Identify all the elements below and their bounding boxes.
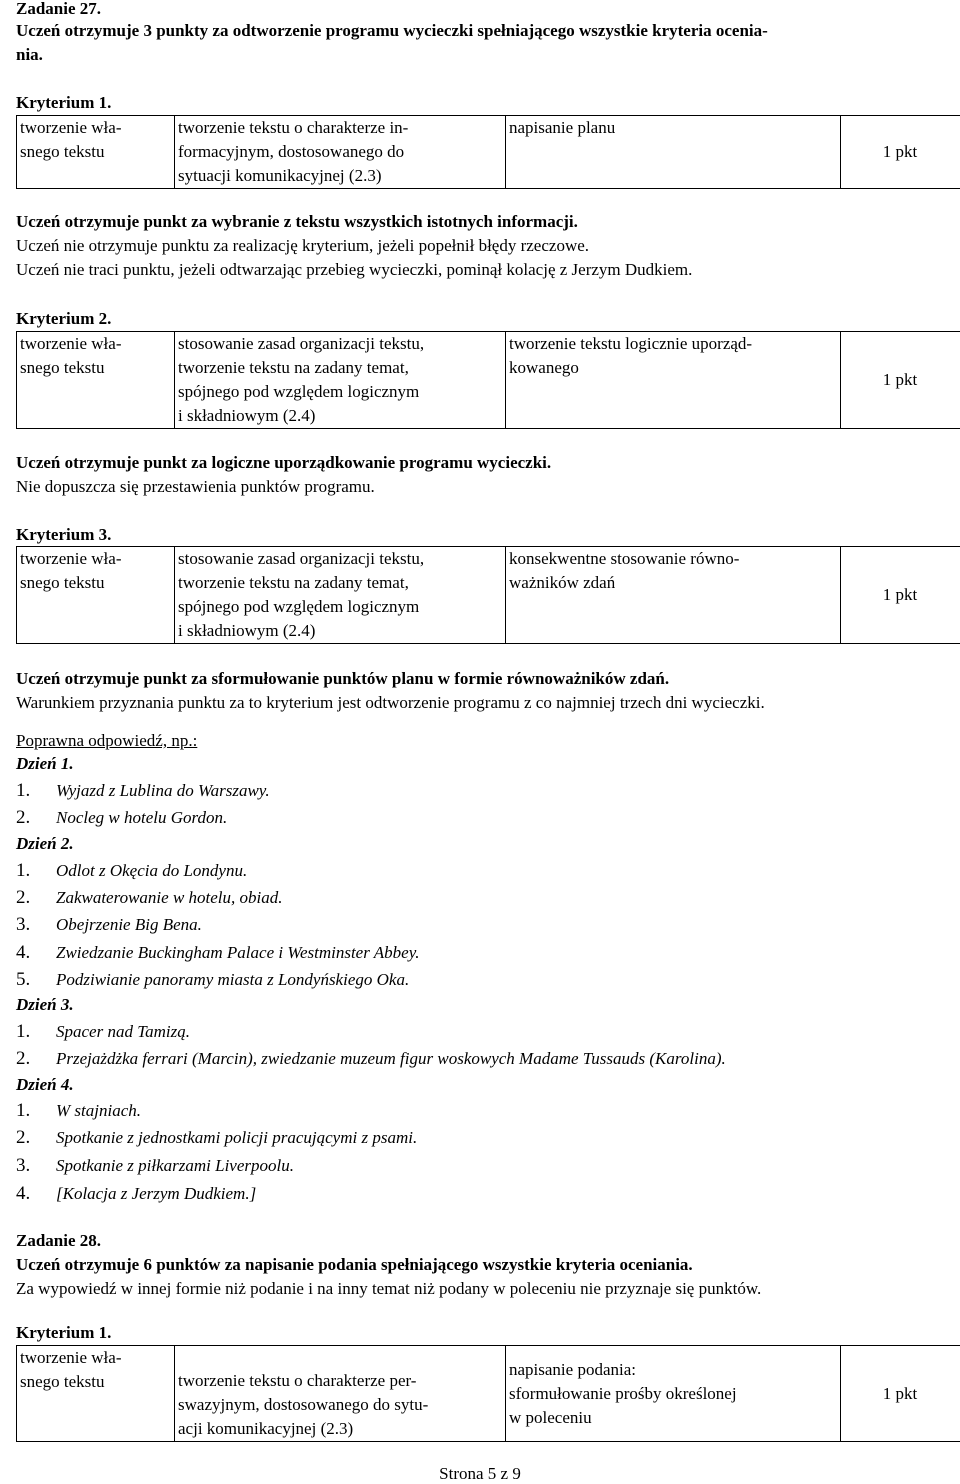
criterion-3-note-2: Warunkiem przyznania punktu za to kryterium jest odtworzenie programu z co najmniej trzech dni wycieczki. — [16, 693, 765, 712]
criterion-area-cell: tworzenie wła- snego tekstu — [17, 547, 175, 644]
task-28-intro-2: Za wypowiedź w innej formie niż podanie i na inny temat niż podany w poleceniu nie przyznaje się punktów. — [16, 1279, 762, 1298]
criterion-2-note-1: Uczeń otrzymuje punkt za logiczne uporządkowanie programu wycieczki. — [16, 453, 552, 472]
criterion-2-note-2: Nie dopuszcza się przestawienia punktów programu. — [16, 477, 375, 496]
list-item: 5. Podziwianie panoramy miasta z Londyńskiego Oka. — [16, 969, 410, 990]
task-28-criterion-1-label: Kryterium 1. — [16, 1323, 112, 1342]
task-27-criterion-2-table — [16, 331, 960, 429]
task-27-criterion-1-label: Kryterium 1. — [16, 93, 112, 112]
task-27-intro-line1: Uczeń otrzymuje 3 punkty za odtworzenie programu wycieczki spełniającego wszystkie kryteria ocenia- — [16, 21, 768, 40]
day-1-title: Dzień 1. — [16, 754, 74, 773]
criterion-1-note-2: Uczeń nie otrzymuje punktu za realizację kryterium, jeżeli popełnił błędy rzeczowe. — [16, 236, 590, 255]
criterion-1-note-3: Uczeń nie traci punktu, jeżeli odtwarzając przebieg wycieczki, pominął kolację z Jerzym Dudkiem. — [16, 260, 693, 279]
list-item: 3. Obejrzenie Big Bena. — [16, 914, 202, 935]
criterion-points-cell: 1 pkt — [841, 116, 960, 189]
page-footer: Strona 5 z 9 — [439, 1464, 521, 1483]
task-27-criterion-1-table — [16, 115, 960, 189]
list-item: 1. Wyjazd z Lublina do Warszawy. — [16, 780, 270, 801]
criterion-area-cell: tworzenie wła- snego tekstu — [17, 1346, 175, 1442]
criterion-description-cell: napisanie podania: sformułowanie prośby określonej w poleceniu — [506, 1346, 841, 1442]
answer-label: Poprawna odpowiedź, np.: — [16, 731, 198, 750]
criterion-points-cell: 1 pkt — [841, 547, 960, 644]
criterion-requirement-cell: stosowanie zasad organizacji tekstu, tworzenie tekstu na zadany temat, spójnego pod względem logicznym i składniowym (2.4) — [175, 547, 506, 644]
task-27-criterion-3-table — [16, 546, 960, 644]
list-item: 4. [Kolacja z Jerzym Dudkiem.] — [16, 1183, 257, 1204]
list-item: 1. Spacer nad Tamizą. — [16, 1021, 190, 1042]
criterion-description-cell: napisanie planu — [506, 116, 841, 189]
task-28-intro-1: Uczeń otrzymuje 6 punktów za napisanie podania spełniającego wszystkie kryteria oceniania. — [16, 1255, 693, 1274]
task-27-intro-line2: nia. — [16, 45, 43, 64]
criterion-1-note-1: Uczeń otrzymuje punkt za wybranie z tekstu wszystkich istotnych informacji. — [16, 212, 578, 231]
list-item: 2. Spotkanie z jednostkami policji pracującymi z psami. — [16, 1127, 418, 1148]
list-item: 2. Przejażdżka ferrari (Marcin), zwiedzanie muzeum figur woskowych Madame Tussauds (Karolina). — [16, 1048, 726, 1069]
task-27-criterion-3-label: Kryterium 3. — [16, 525, 112, 544]
criterion-description-cell: tworzenie tekstu logicznie uporząd- kowanego — [506, 332, 841, 429]
criterion-requirement-cell: tworzenie tekstu o charakterze per- swazyjnym, dostosowanego do sytu- acji komunikacyjnej (2.3) — [175, 1346, 506, 1442]
criterion-requirement-cell: stosowanie zasad organizacji tekstu, tworzenie tekstu na zadany temat, spójnego pod względem logicznym i składniowym (2.4) — [175, 332, 506, 429]
list-item: 3. Spotkanie z piłkarzami Liverpoolu. — [16, 1155, 294, 1176]
task-27-title: Zadanie 27. — [16, 0, 102, 18]
criterion-area-cell: tworzenie wła- snego tekstu — [17, 116, 175, 189]
list-item: 2. Nocleg w hotelu Gordon. — [16, 807, 228, 828]
list-item: 2. Zakwaterowanie w hotelu, obiad. — [16, 887, 283, 908]
day-4-title: Dzień 4. — [16, 1075, 74, 1094]
criterion-description-cell: konsekwentne stosowanie równo- ważników zdań — [506, 547, 841, 644]
task-28-title: Zadanie 28. — [16, 1231, 102, 1250]
task-28-criterion-1-table — [16, 1345, 960, 1442]
list-item: 4. Zwiedzanie Buckingham Palace i Westminster Abbey. — [16, 942, 420, 963]
criterion-points-cell: 1 pkt — [841, 332, 960, 429]
list-item: 1. Odlot z Okęcia do Londynu. — [16, 860, 248, 881]
criterion-area-cell: tworzenie wła- snego tekstu — [17, 332, 175, 429]
day-2-title: Dzień 2. — [16, 834, 74, 853]
list-item: 1. W stajniach. — [16, 1100, 141, 1121]
criterion-points-cell: 1 pkt — [841, 1346, 960, 1442]
criterion-requirement-cell: tworzenie tekstu o charakterze in- formacyjnym, dostosowanego do sytuacji komunikacyjnej (2.3) — [175, 116, 506, 189]
task-27-criterion-2-label: Kryterium 2. — [16, 309, 112, 328]
criterion-3-note-1: Uczeń otrzymuje punkt za sformułowanie punktów planu w formie równoważników zdań. — [16, 669, 670, 688]
day-3-title: Dzień 3. — [16, 995, 74, 1014]
